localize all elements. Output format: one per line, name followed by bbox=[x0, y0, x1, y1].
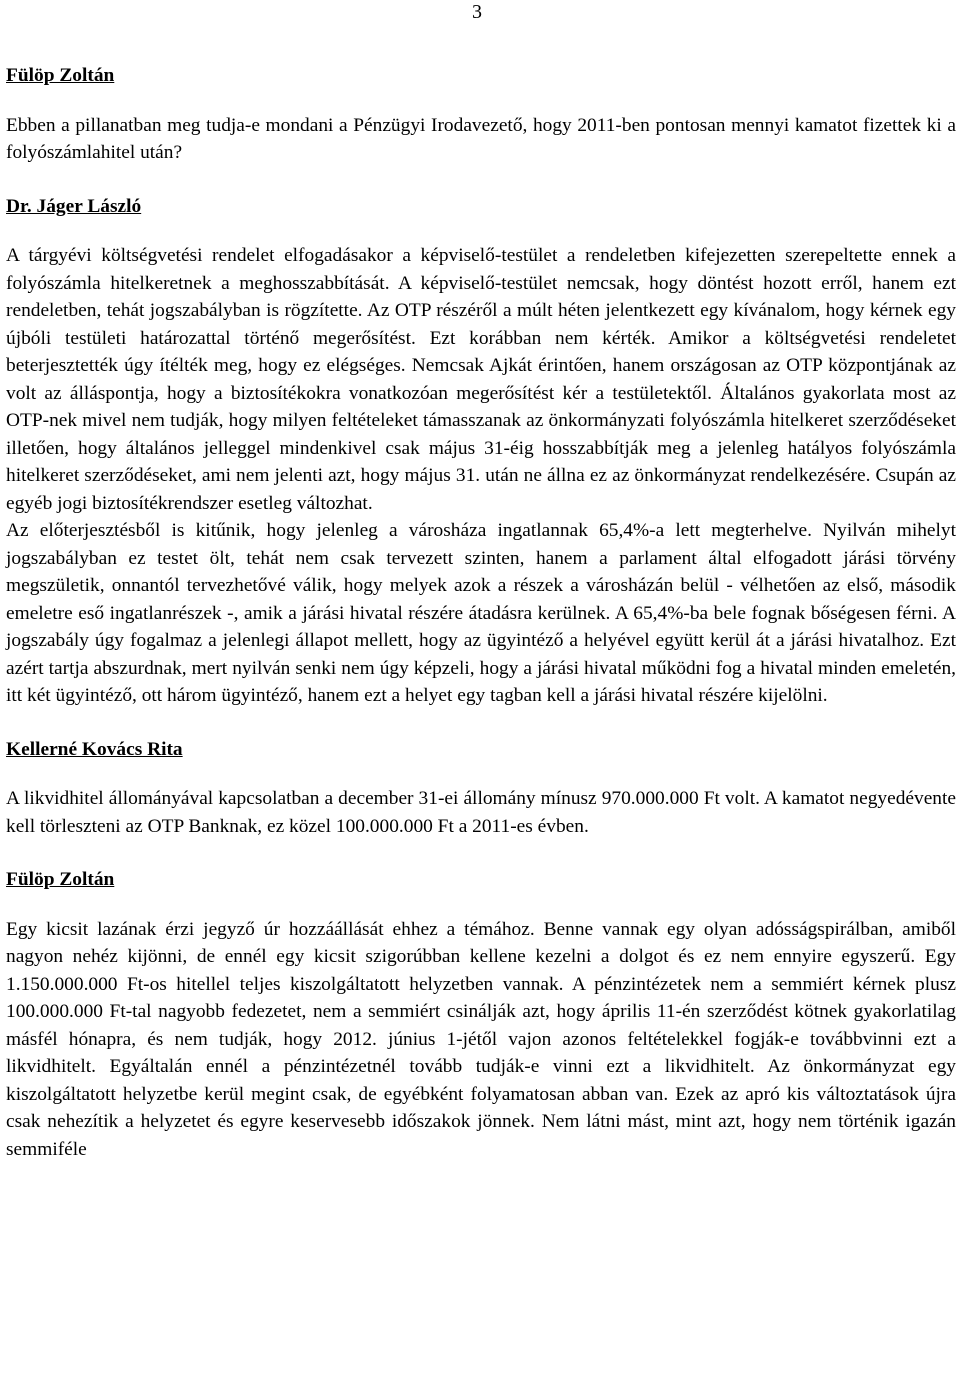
speech-paragraph: Az előterjesztésből is kitűnik, hogy jelenleg a városháza ingatlannak 65,4%-a lett megterhelve. Nyilván mihelyt jogszabályban ez testet ölt, tehát nem csak tervezett szinten, hanem a parlament által elfogadott járási törvény megszületik, onnantól tervezhetővé válik, hogy melyek azok a részek a városházán belül - vélhetően az első, második emeletre eső ingatlanrészek -, amik a járási hivatal részére átadásra kerülnek. A 65,4%-ba bele fognak bőségesen férni. A jogszabály úgy fogalmaz a jelenlegi állapot mellett, hogy az ügyintéző a helyével együtt kerül át a járási hivatalhoz. Ezt azért tartja abszurdnak, mert nyilván senki nem úgy képzeli, hogy a járási hivatal működni fog a hivatal minden emeletén, itt két ügyintéző, ott három ügyintéző, hanem ezt a helyet egy tagban kell a járási hivatal részére kijelölni. bbox=[6, 520, 956, 706]
speech-paragraph: Egy kicsit lazának érzi jegyző úr hozzáállását ehhez a témához. Benne vannak egy olyan adósságspirálban, amiből nagyon nehéz kijönni, de ennél egy kicsit szigorúbban kellene kezelni a dolgot és ez nem ennyire egyszerű. Egy 1.150.000.000 Ft-os hitellel teljes kiszolgáltatott helyzetben vannak. A pénzintézetek nem a semmiért kérnek plusz 100.000.000 Ft-tal nagyobb fedezetet, nem a semmiért csinálják azt, hogy április 11-én szerződést kötnek gyakorlatilag másfél hónapra, és nem tudják, hogy 2012. június 1-jétől vajon azonos feltételekkel fogják-e továbbvinni ezt a likvidhitelt. Egyáltalán ennél a pénzintézetnél tovább tudják-e vinni ezt a likvidhitelt. Az önkormányzat egy kiszolgáltatott helyzetbe kerül megint csak, de egyébként folyamatosan abban van. Ezek az apró kis változtatások újra csak nehezítik a helyzetet és egyre keservesebb időszakok jönnek. Nem látni mást, mint azt, hogy nem történik igazán semmiféle bbox=[6, 918, 956, 1160]
speech-paragraph: A likvidhitel állományával kapcsolatban a december 31-ei állomány mínusz 970.000.000 Ft volt. A kamatot negyedévente kell törleszteni az OTP Banknak, ez közel 100.000.000 Ft a 2011-es évben. bbox=[6, 788, 956, 837]
speaker-name: Fülöp Zoltán bbox=[6, 65, 115, 86]
speaker-name: Fülöp Zoltán bbox=[6, 869, 115, 890]
speaker-name: Dr. Jáger László bbox=[6, 195, 142, 217]
speech-paragraph: A tárgyévi költségvetési rendelet elfogadásakor a képviselő-testület a rendeletben kifejezetten szerepeltette ennek a folyószámla hitelkeretnek a meghosszabbítását. A képviselő-testület nemcsak, hogy döntést hozott erről, hanem ezt rendeletben, tehát jogszabályban is rögzítette. Az OTP részéről a múlt héten jelentkezett egy kívánalom, hogy kérnek egy újbóli testületi határozattal történő megerősítést. Ezt korábban nem kérték. Amikor a költségvetési rendeletet beterjesztették úgy ítélték meg, hogy ez elégséges. Nemcsak Ajkát érintően, hanem országosan az OTP központjának az volt az álláspontja, hogy a biztosítékokra vonatkozóan megerősítést kér a testületektől. Általános gyakorlata most az OTP-nek mivel nem tudják, hogy milyen feltételeket támasszanak az önkormányzati folyószámla hitelkeret szerződéseket illetően, hogy általános jelleggel mindenkivel csak május 31-éig hosszabbítják meg a jelenleg hatályos folyószámla hitelkeret szerződéseket, ami nem jelenti azt, hogy május 31. után ne állna ez az önkormányzat rendelkezésére. Csupán az egyéb jogi biztosítékrendszer esetleg változhat. bbox=[6, 245, 956, 514]
speech-paragraph: Ebben a pillanatban meg tudja-e mondani a Pénzügyi Irodavezető, hogy 2011-ben pontosan mennyi kamatot fizettek ki a folyószámlahitel után? bbox=[6, 114, 956, 163]
page-number: 3 bbox=[472, 1, 482, 23]
transcript-content bbox=[6, 62, 956, 1163]
speaker-name: Kellerné Kovács Rita bbox=[6, 738, 183, 760]
